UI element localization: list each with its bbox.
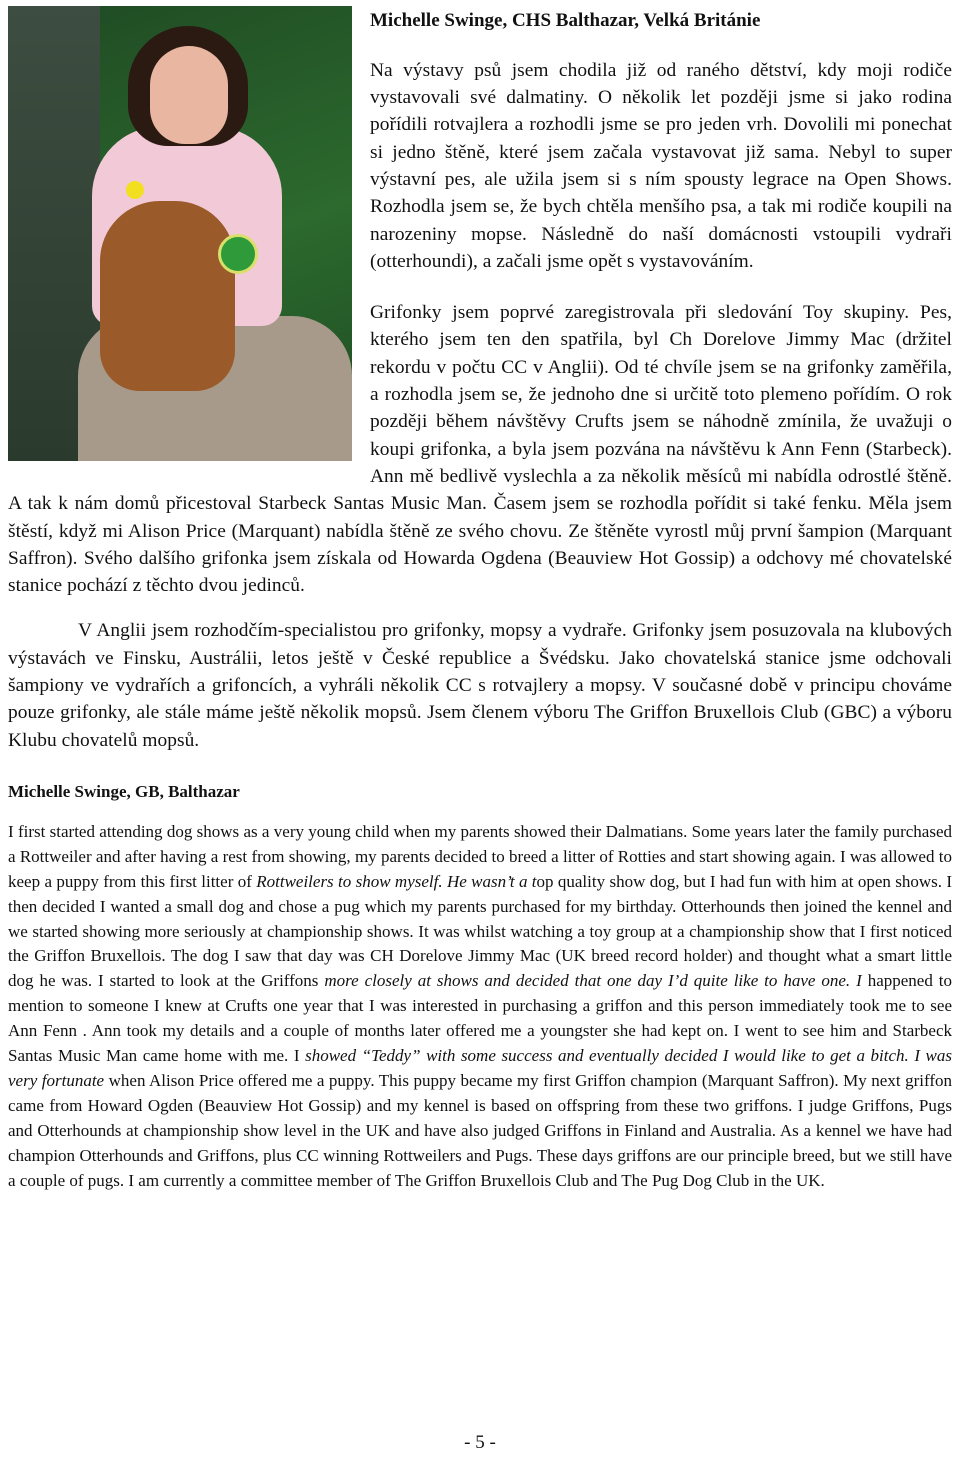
page-number: - 5 - bbox=[464, 1432, 496, 1453]
english-text-1: I first started attending dog shows as a very young child when my parents showed their Dalmatians. Some years later the family purchased a Rottweiler and after having a rest from showing, my parents decided to breed a litter of Rotties and start showing again. I was allowed to keep a puppy from this first litter of bbox=[8, 821, 952, 891]
english-italic-2: more closely at shows and decided that one day I’d quite like to have one. I bbox=[324, 971, 862, 991]
english-text-4: when Alison Price offered me a puppy. This puppy became my first Griffon champion (Marquant Saffron). My next griffon came from Howard Ogden (Beauview Hot Gossip) and my kennel is based on offspring from these two griffons. I judge Griffons, Pugs and Otterhounds at championship show level in the UK and have also judged Griffons in Finland and Australia. As a kennel we have had champion Otterhounds and Griffons, plus CC winning Rottweilers and Pugs. These days griffons are our principle breed, but we still have a couple of pugs. I am currently a committee member of The Griffon Bruxellois Club and The Pug Dog Club in the UK. bbox=[8, 1070, 952, 1190]
photo-yellow-flower bbox=[126, 181, 144, 199]
czech-paragraph-3: V Anglii jsem rozhodčím-specialistou pro grifonky, mopsy a vydraře. Grifonky jsem posuzovala na klubových výstavách ve Finsku, Austrálii, letos ještě v České republice a Švédsku. Jako chovatelská stanice jsme odchovali šampiony ve vydrařích a grifoncích, a vyhráli několik CC s rotvajlery a mopsy. V současné době v principu chováme pouze grifonky, ale stále máme ještě několik mopsů. Jsem členem výboru The Griffon Bruxellois Club (GBC) a výboru Klubu chovatelů mopsů. bbox=[8, 620, 952, 751]
czech-paragraph-1: Na výstavy psů jsem chodila již od raného dětství, kdy moji rodiče vystavovali své dalmatiny. O několik let později jsme si jako rodina pořídili rotvajlera a rozhodli jsme se pro jeden vrh. Dovolili mi ponechat si jedno štěně, které jsem začala vystavovat již sama. Nebyl to super výstavní pes, ale užila jsem si s ním spousty legrace na Open Shows. Rozhodla jsem se, že bych chtěla menšího psa, a tak mi rodiče koupili na narozeniny mopse. Následně do naší domácnosti vstoupili vydraři (otterhoundi), a začali jsme opět s vystavováním. bbox=[370, 59, 952, 272]
photo-rosette bbox=[218, 234, 258, 274]
photo-griffon-dog bbox=[100, 201, 235, 391]
english-italic-3: showed “Teddy” with some success and eventually decided I would like to get a bitch. I was very fortunate bbox=[8, 1046, 952, 1090]
english-paragraph bbox=[8, 820, 952, 1194]
english-text-2: op quality show dog, but I had fun with him at open shows. I then decided I wanted a small dog and chose a pug which my parents purchased for my birthday. Otterhounds then joined the kennel and we started showing more seriously at championship shows. It was whilst watching a toy group at a championship show that I first noticed the Griffon Bruxellois. The dog I saw that day was CH Dorelove Jimmy Mac (UK breed record holder) and thought what a smart little dog he was. I started to look at the Griffons bbox=[8, 871, 953, 991]
heading-english: Michelle Swinge, GB, Balthazar bbox=[8, 781, 240, 801]
heading-czech: Michelle Swinge, CHS Balthazar, Velká Británie bbox=[370, 10, 761, 31]
czech-paragraph-2: Grifonky jsem poprvé zaregistrovala při sledování Toy skupiny. Pes, kterého jsem ten den spatřila, byl Ch Dorelove Jimmy Mac (držitel rekordu v počtu CC v Anglii). Od té chvíle jsem se na grifonky zaměřila, a rozhodla jsem se, že jednoho dne si určitě toto plemeno pořídím. O rok později během návštěvy Crufts jsem se náhodně zmínila, že uvažuji o koupi grifonka, a byla jsem pozvána na návštěvu k Ann Fenn (Starbeck). Ann mě bedlivě vyslechla a za několik měsíců mi nabídla odrostlé štěně. A tak k nám domů přicestoval Starbeck Santas Music Man. Časem jsem se rozhodla pořídit si také fenku. Měla jsem štěstí, když mi Alison Price (Marquant) nabídla štěně ze svého chovu. Ze štěněte vyrostl můj první šampion (Marquant Saffron). Svého dalšího grifonka jsem získala od Howarda Ogdena (Beauview Hot Gossip) a odchovy mé chovatelské stanice pochází z těchto dvou jedinců. bbox=[8, 302, 952, 597]
photo-face bbox=[150, 46, 228, 144]
english-text-3: happened to mention to someone I knew at Crufts one year that I was interested in purchasing a griffon and this person immediately took me to see Ann Fenn . Ann took my details and a couple of months later offered me a youngster she had kept on. I went to see him and Starbeck Santas Music Man came home with me. I bbox=[8, 971, 953, 1066]
english-italic-1: Rottweilers to show myself. He wasn’t a t bbox=[256, 871, 537, 891]
portrait-photo bbox=[8, 6, 352, 461]
